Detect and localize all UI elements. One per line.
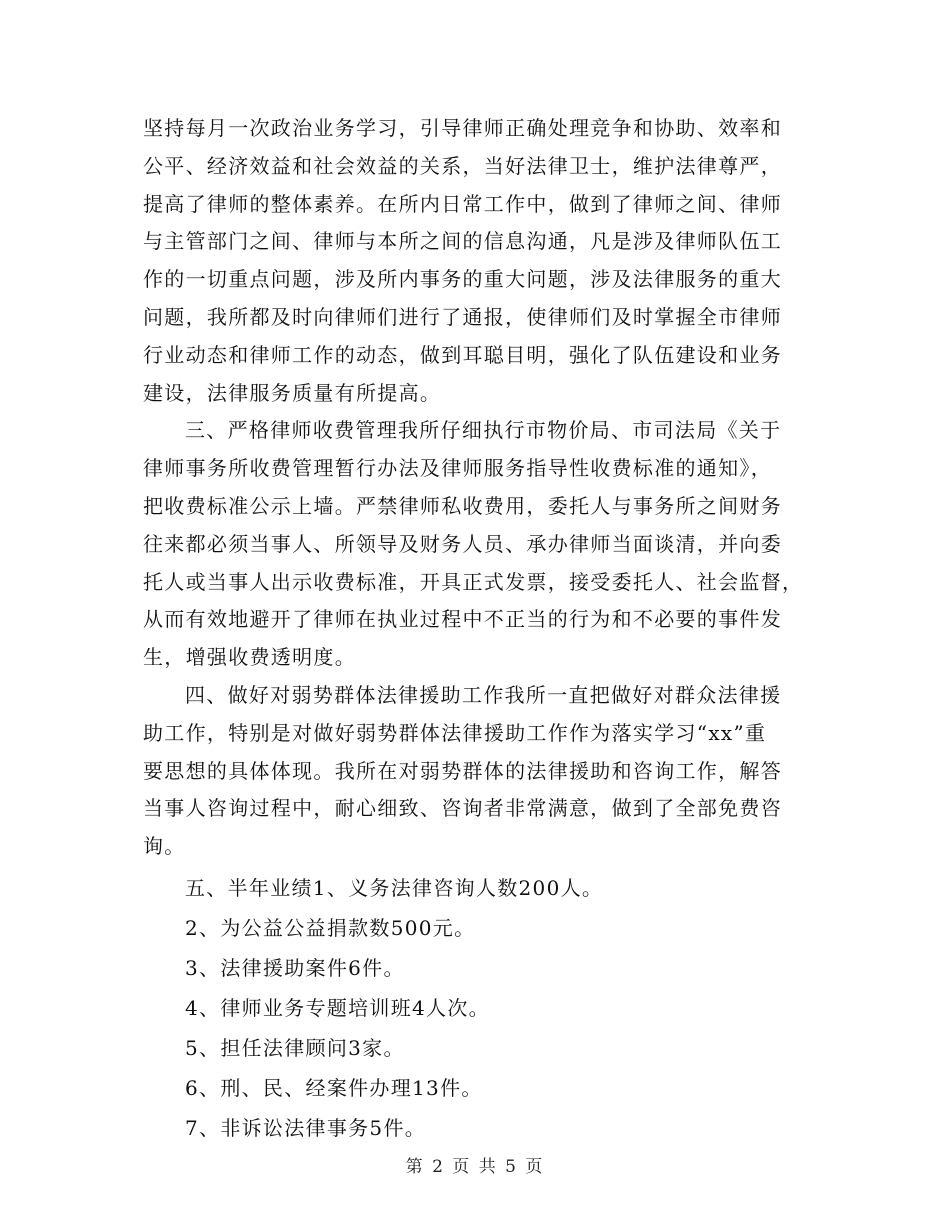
paragraph-line: 提高了律师的整体素养。在所内日常工作中，做到了律师之间、律师 [143, 191, 782, 216]
list-item: 3、法律援助案件6件。 [185, 955, 405, 980]
paragraph-line: 生，增强收费透明度。 [143, 645, 356, 670]
page-number-footer: 第 2 页 共 5 页 [405, 1157, 545, 1177]
paragraph-line: 问题，我所都及时向律师们进行了通报，使律师们及时掌握全市律师 [143, 304, 782, 329]
list-item: 7、非诉讼法律事务5件。 [185, 1115, 427, 1140]
paragraph-line: 往来都必须当事人、所领导及财务人员、承办律师当面谈清，并向委 [143, 531, 782, 556]
paragraph-line: 询。 [143, 834, 186, 859]
paragraph-line: 公平、经济效益和社会效益的关系，当好法律卫士，维护法律尊严， [143, 153, 782, 178]
list-item: 5、担任法律顾问3家。 [185, 1035, 405, 1060]
paragraph-line: 把收费标准公示上墙。严禁律师私收费用，委托人与事务所之间财务 [143, 493, 782, 518]
paragraph-line: 建设，法律服务质量有所提高。 [143, 380, 442, 405]
paragraph-line: 要思想的具体体现。我所在对弱势群体的法律援助和咨询工作，解答 [143, 758, 782, 783]
paragraph-3 [143, 677, 803, 866]
list-item: 五、半年业绩1、义务法律咨询人数200人。 [185, 875, 604, 900]
list-item: 6、刑、民、经案件办理13件。 [185, 1075, 483, 1100]
paragraph-line: 行业动态和律师工作的动态，做到耳聪目明，强化了队伍建设和业务 [143, 342, 782, 367]
paragraph-line: 与主管部门之间、律师与本所之间的信息沟通，凡是涉及律师队伍工 [143, 229, 782, 254]
list-item: 2、为公益公益捐款数500元。 [185, 915, 476, 940]
paragraph-1 [143, 110, 803, 412]
paragraph-line: 律师事务所收费管理暂行办法及律师服务指导性收费标准的通知》， [143, 456, 772, 481]
paragraph-line: 助工作，特别是对做好弱势群体法律援助工作作为落实学习“xx”重 [143, 720, 767, 745]
results-list [143, 868, 803, 1148]
paragraph-line: 作的一切重点问题，涉及所内事务的重大问题，涉及法律服务的重大 [143, 267, 782, 292]
paragraph-line: 从而有效地避开了律师在执业过程中不正当的行为和不必要的事件发 [143, 607, 782, 632]
paragraph-line: 四、做好对弱势群体法律援助工作我所一直把做好对群众法律援 [185, 682, 782, 707]
list-item: 4、律师业务专题培训班4人次。 [185, 995, 490, 1020]
paragraph-2 [143, 412, 803, 677]
document-body [143, 110, 803, 1148]
paragraph-line: 当事人咨询过程中，耐心细致、咨询者非常满意，做到了全部免费咨 [143, 796, 782, 821]
paragraph-line: 三、严格律师收费管理我所仔细执行市物价局、市司法局《关于 [185, 418, 782, 443]
paragraph-line: 坚持每月一次政治业务学习，引导律师正确处理竞争和协助、效率和 [143, 116, 782, 140]
paragraph-line: 托人或当事人出示收费标准，开具正式发票，接受委托人、社会监督， [143, 569, 804, 594]
